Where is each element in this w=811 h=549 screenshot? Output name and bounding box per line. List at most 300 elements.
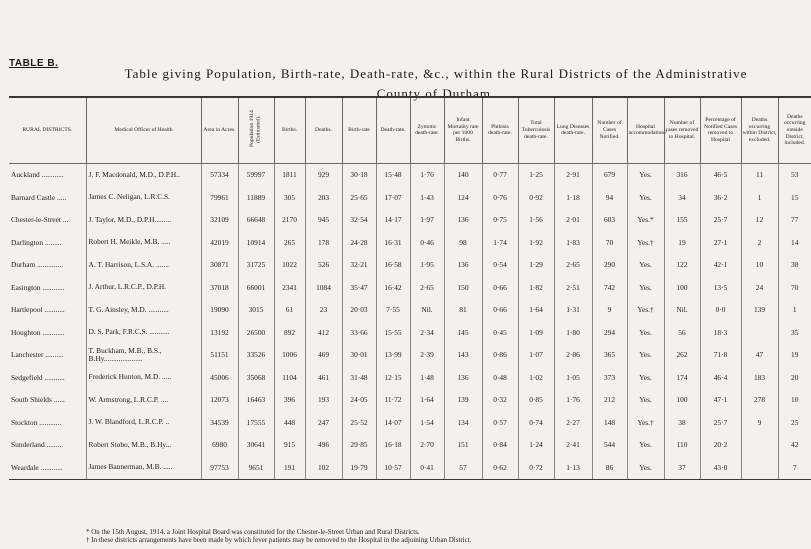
cell-lung: 2·91 [554,163,592,186]
cell-notified: 742 [592,276,627,299]
cell-deaths-outside: 42 [778,434,811,457]
cell-tuberculosis: 0·72 [518,456,554,479]
footnote-joint-hospital: * On the 15th August, 1914, a Joint Hospital Board was constituted for the Chester-le-Street Urban and Rural Districts. [86,528,420,536]
cell-phthisis: 0·76 [482,186,518,209]
cell-zymotic: 1·54 [410,411,444,434]
cell-phthisis: 0·48 [482,366,518,389]
cell-death-rate: 15·55 [376,321,410,344]
cell-death-rate: 16·31 [376,231,410,254]
cell-birth-rate: 31·48 [342,366,376,389]
cell-district: Easington ............ [11,282,65,292]
cell-notified: 365 [592,344,627,367]
col-header-percent: Percentage of Notified Cases removed to Hospital [700,97,741,163]
cell-deaths: 203 [305,186,342,209]
cell-death-rate: 16·18 [376,434,410,457]
cell-notified: 70 [592,231,627,254]
cell-phthisis: 0·84 [482,434,518,457]
cell-population: 3015 [238,299,274,322]
cell-removed: 174 [664,366,700,389]
cell-deaths-within: 2 [741,231,778,254]
cell-deaths: 23 [305,299,342,322]
cell-officer: J. Arthur, L.R.C.P., D.P.H. [86,276,201,299]
cell-deaths-outside: 15 [778,186,811,209]
cell-deaths-outside: 38 [778,254,811,277]
cell-tuberculosis: 1·07 [518,344,554,367]
cell-lung: 2·01 [554,209,592,232]
cell-officer: James Bannerman, M.B. ..... [86,456,201,479]
col-header-deaths: Deaths. [305,97,342,163]
cell-tuberculosis: 1·02 [518,366,554,389]
cell-hospital: Yes. [627,321,664,344]
cell-hospital: Yes. [627,366,664,389]
cell-births: 1104 [274,366,305,389]
cell-lung: 2·65 [554,254,592,277]
cell-zymotic: 1·48 [410,366,444,389]
cell-notified: 94 [592,186,627,209]
cell-infant: 124 [444,186,482,209]
cell-birth-rate: 20·03 [342,299,376,322]
cell-area: 57334 [201,163,238,186]
cell-deaths: 496 [305,434,342,457]
table-row [9,209,811,232]
cell-lung: 1·80 [554,321,592,344]
cell-tuberculosis: 0·92 [518,186,554,209]
cell-officer: W. Armstrong, L.R.C.P. .... [86,389,201,412]
cell-percent: 42·1 [700,254,741,277]
cell-deaths-within: 1 [741,186,778,209]
cell-population: 11889 [238,186,274,209]
cell-hospital: Yes. [627,389,664,412]
cell-notified: 290 [592,254,627,277]
table-label: TABLE B. [9,58,59,69]
col-header-removed: Number of cases removed to Hospital. [664,97,700,163]
cell-zymotic: 1·97 [410,209,444,232]
col-header-deaths-outside: Deaths occurring outside District, included. [778,97,811,163]
cell-lung: 1·76 [554,389,592,412]
cell-district: Stockton ............ [11,417,62,427]
cell-deaths-within: 12 [741,209,778,232]
table-title: Table giving Population, Birth-rate, Death-rate, &c., within the Rural Districts of the Administrative County of Durham. [124,66,748,101]
cell-deaths: 102 [305,456,342,479]
cell-zymotic: 2·39 [410,344,444,367]
cell-lung: 2·27 [554,411,592,434]
cell-notified: 212 [592,389,627,412]
cell-area: 19090 [201,299,238,322]
col-header-deaths-within: Deaths occurring within District, excluded. [741,97,778,163]
cell-area: 34539 [201,411,238,434]
cell-hospital: Yes. [627,456,664,479]
cell-district: Hartlepool ........... [11,305,65,315]
cell-district: Auckland ............ [11,170,64,180]
cell-percent: 71·8 [700,344,741,367]
cell-officer: A. T. Harrison, L.S.A. ....... [86,254,201,277]
cell-infant: 136 [444,366,482,389]
cell-zymotic: 1·95 [410,254,444,277]
cell-lung: 2·41 [554,434,592,457]
cell-tuberculosis: 1·24 [518,434,554,457]
cell-tuberculosis: 1·29 [518,254,554,277]
cell-officer: James C. Neligan, L.R.C.S. [86,186,201,209]
cell-deaths-outside: 14 [778,231,811,254]
cell-percent: 47·1 [700,389,741,412]
cell-officer: Robert Stobo, M.B., B.Hy... [86,434,201,457]
cell-deaths-within: 24 [741,276,778,299]
cell-infant: 143 [444,344,482,367]
table-body [9,163,811,479]
cell-births: 265 [274,231,305,254]
cell-percent: 46·4 [700,366,741,389]
col-header-birth-rate: Birth-rate [342,97,376,163]
cell-phthisis: 0·66 [482,299,518,322]
cell-births: 2341 [274,276,305,299]
cell-zymotic: 2·65 [410,276,444,299]
cell-births: 1811 [274,163,305,186]
cell-hospital: Yes. [627,254,664,277]
cell-phthisis: 0·62 [482,456,518,479]
cell-hospital: Yes. [627,344,664,367]
cell-percent: 36·2 [700,186,741,209]
cell-removed: 122 [664,254,700,277]
cell-death-rate: 12·15 [376,366,410,389]
cell-lung: 1·31 [554,299,592,322]
cell-removed: 155 [664,209,700,232]
cell-deaths-within: 139 [741,299,778,322]
cell-deaths-within: 47 [741,344,778,367]
col-header-area: Area in Acres. [201,97,238,163]
cell-phthisis: 0·86 [482,344,518,367]
cell-deaths-within: 183 [741,366,778,389]
cell-deaths: 526 [305,254,342,277]
cell-zymotic: 1·43 [410,186,444,209]
cell-lung: 1·13 [554,456,592,479]
cell-phthisis: 0·57 [482,411,518,434]
cell-birth-rate: 25·52 [342,411,376,434]
cell-phthisis: 0·54 [482,254,518,277]
cell-death-rate: 11·72 [376,389,410,412]
table-row [9,389,811,412]
col-header-population [238,97,274,163]
cell-zymotic: 1·64 [410,389,444,412]
col-header-tuberculosis: Total Tuberculosis death-rate. [518,97,554,163]
cell-deaths: 412 [305,321,342,344]
cell-tuberculosis: 1·64 [518,299,554,322]
cell-notified: 603 [592,209,627,232]
cell-infant: 150 [444,276,482,299]
cell-deaths: 945 [305,209,342,232]
cell-phthisis: 0·45 [482,321,518,344]
cell-district: Sunderland ......... [11,440,64,450]
cell-population: 10914 [238,231,274,254]
cell-birth-rate: 32·54 [342,209,376,232]
cell-district: Houghton ............ [11,327,65,337]
table-row [9,276,811,299]
cell-infant: 98 [444,231,482,254]
cell-births: 448 [274,411,305,434]
cell-deaths: 193 [305,389,342,412]
cell-district: Sedgefield ........... [11,372,65,382]
cell-removed: 37 [664,456,700,479]
cell-lung: 1·83 [554,231,592,254]
cell-infant: 57 [444,456,482,479]
col-header-births: Births. [274,97,305,163]
cell-infant: 136 [444,254,482,277]
table-row [9,344,811,367]
cell-infant: 145 [444,321,482,344]
cell-births: 1022 [274,254,305,277]
cell-births: 915 [274,434,305,457]
col-header-infant: Infant Mortality rate per 1000 Births. [444,97,482,163]
cell-removed: 110 [664,434,700,457]
cell-infant: 81 [444,299,482,322]
cell-hospital: Yes.† [627,231,664,254]
cell-area: 42019 [201,231,238,254]
cell-area: 30871 [201,254,238,277]
cell-births: 305 [274,186,305,209]
cell-lung: 2·51 [554,276,592,299]
cell-death-rate: 13·99 [376,344,410,367]
rural-districts-table [9,96,811,480]
cell-births: 2170 [274,209,305,232]
table-row [9,456,811,479]
cell-officer: D. S. Park, F.R.C.S. ........... [86,321,201,344]
cell-removed: Nil. [664,299,700,322]
cell-deaths-within: 278 [741,389,778,412]
cell-population: 17555 [238,411,274,434]
cell-percent: 13·5 [700,276,741,299]
cell-deaths: 929 [305,163,342,186]
cell-births: 396 [274,389,305,412]
cell-notified: 544 [592,434,627,457]
cell-district: Barnard Castle ..... [11,192,67,202]
cell-deaths: 1084 [305,276,342,299]
cell-area: 6980 [201,434,238,457]
cell-zymotic: Nil. [410,299,444,322]
cell-officer: J. W. Blandford, L.R.C.P. .. [86,411,201,434]
cell-area: 12073 [201,389,238,412]
cell-zymotic: 2·70 [410,434,444,457]
cell-phthisis: 0·32 [482,389,518,412]
cell-district: Chester-le-Street ... [11,215,69,225]
cell-district: South Shields ...... [11,395,65,405]
cell-percent: 27·1 [700,231,741,254]
cell-deaths-within [741,434,778,457]
cell-district: Weardale ............ [9,456,86,479]
cell-population: 9651 [238,456,274,479]
cell-removed: 34 [664,186,700,209]
cell-phthisis: 1·74 [482,231,518,254]
cell-births: 191 [274,456,305,479]
cell-population: 66648 [238,209,274,232]
cell-death-rate: 7·55 [376,299,410,322]
cell-tuberculosis: 0·85 [518,389,554,412]
cell-officer: T. Buckham, M.B., B.S., B.Hy..................... [86,344,201,367]
cell-percent: 0·0 [700,299,741,322]
cell-birth-rate: 30·18 [342,163,376,186]
cell-deaths: 247 [305,411,342,434]
cell-percent: 20·2 [700,434,741,457]
cell-death-rate: 16·58 [376,254,410,277]
cell-officer: J. F. Macdonald, M.D., D.P.H.. [86,163,201,186]
table-row [9,231,811,254]
cell-death-rate: 17·07 [376,186,410,209]
cell-zymotic: 2·34 [410,321,444,344]
cell-percent: 43·0 [700,456,741,479]
cell-area: 37018 [201,276,238,299]
col-header-district: RURAL DISTRICTS. [9,97,86,163]
cell-population: 16463 [238,389,274,412]
table-row [9,366,811,389]
footnote-fever-arrangements: † In these districts arrangements have been made by which fever patients may be removed to the Hospital in the adjoining Urban District. [86,536,472,544]
header-row [9,97,811,163]
cell-population: 59997 [238,163,274,186]
cell-tuberculosis: 1·82 [518,276,554,299]
col-header-lung: Lung Diseases death-rate. [554,97,592,163]
cell-removed: 262 [664,344,700,367]
col-header-officer: Medical Officer of Health [86,97,201,163]
cell-percent: 46·5 [700,163,741,186]
cell-birth-rate: 33·66 [342,321,376,344]
cell-district: Durham .............. [11,260,63,270]
footnotes [86,528,786,544]
cell-phthisis: 0·77 [482,163,518,186]
cell-area: 51151 [201,344,238,367]
cell-officer: Robert H. Meikle, M.B. ..... [86,231,201,254]
cell-removed: 316 [664,163,700,186]
cell-removed: 100 [664,276,700,299]
cell-deaths-outside: 19 [778,344,811,367]
cell-birth-rate: 24·05 [342,389,376,412]
cell-population: 26500 [238,321,274,344]
cell-phthisis: 0·75 [482,209,518,232]
cell-infant: 151 [444,434,482,457]
cell-population: 35068 [238,366,274,389]
cell-birth-rate: 19·79 [342,456,376,479]
cell-removed: 19 [664,231,700,254]
cell-removed: 100 [664,389,700,412]
cell-births: 892 [274,321,305,344]
cell-deaths-within [741,456,778,479]
cell-birth-rate: 24·28 [342,231,376,254]
cell-births: 1006 [274,344,305,367]
cell-infant: 140 [444,163,482,186]
cell-notified: 9 [592,299,627,322]
cell-notified: 148 [592,411,627,434]
cell-deaths-outside: 53 [778,163,811,186]
table-row [9,186,811,209]
cell-deaths: 469 [305,344,342,367]
cell-death-rate: 16·42 [376,276,410,299]
col-header-zymotic: Zymotic death-rate. [410,97,444,163]
cell-percent: 25·7 [700,411,741,434]
cell-zymotic: 0·46 [410,231,444,254]
cell-hospital: Yes. [627,186,664,209]
col-header-phthisis: Phthisis death-rate. [482,97,518,163]
cell-population: 30641 [238,434,274,457]
cell-hospital: Yes. [627,434,664,457]
table-row [9,411,811,434]
cell-death-rate: 14·07 [376,411,410,434]
cell-officer: Frederick Hunton, M.D. ..... [86,366,201,389]
cell-officer: J. Taylor, M.D., D.P.H......... [86,209,201,232]
cell-lung: 1·05 [554,366,592,389]
cell-birth-rate: 25·65 [342,186,376,209]
cell-area: 97753 [201,456,238,479]
cell-lung: 1·18 [554,186,592,209]
population-header-text: Population 1914 (Estimated). [249,110,262,148]
table-row [9,434,811,457]
cell-hospital: Yes. [627,276,664,299]
cell-deaths-outside: 25 [778,411,811,434]
cell-deaths-outside: 1 [778,299,811,322]
cell-infant: 134 [444,411,482,434]
cell-district: Darlington ......... [11,237,62,247]
cell-area: 32109 [201,209,238,232]
table-row [9,163,811,186]
cell-deaths-outside: 10 [778,389,811,412]
cell-hospital: Yes.* [627,209,664,232]
cell-officer: T. G. Ainsley, M.D. ........... [86,299,201,322]
col-header-death-rate: Death-rate. [376,97,410,163]
table-row [9,254,811,277]
cell-notified: 679 [592,163,627,186]
cell-population: 33526 [238,344,274,367]
cell-death-rate: 15·48 [376,163,410,186]
cell-death-rate: 10·57 [376,456,410,479]
cell-population: 66001 [238,276,274,299]
cell-deaths-within: 9 [741,411,778,434]
cell-notified: 294 [592,321,627,344]
cell-tuberculosis: 1·56 [518,209,554,232]
cell-births: 61 [274,299,305,322]
cell-area: 45006 [201,366,238,389]
table-row [9,321,811,344]
col-header-hospital: Hospital accommodation? [627,97,664,163]
cell-deaths: 461 [305,366,342,389]
cell-birth-rate: 32·21 [342,254,376,277]
cell-notified: 86 [592,456,627,479]
cell-tuberculosis: 1·92 [518,231,554,254]
cell-area: 13192 [201,321,238,344]
cell-percent: 18·3 [700,321,741,344]
cell-hospital: Yes. [627,163,664,186]
cell-deaths-within: 10 [741,254,778,277]
cell-deaths-outside: 77 [778,209,811,232]
cell-deaths-outside: 35 [778,321,811,344]
cell-tuberculosis: 0·74 [518,411,554,434]
cell-lung: 2·86 [554,344,592,367]
cell-zymotic: 1·76 [410,163,444,186]
cell-deaths-within: 11 [741,163,778,186]
cell-area: 79961 [201,186,238,209]
cell-zymotic: 0·41 [410,456,444,479]
col-header-notified: Number of Cases Notified. [592,97,627,163]
cell-birth-rate: 35·47 [342,276,376,299]
table-row [9,299,811,322]
cell-deaths-outside: 70 [778,276,811,299]
cell-population: 31725 [238,254,274,277]
cell-birth-rate: 29·85 [342,434,376,457]
cell-tuberculosis: 1·09 [518,321,554,344]
cell-birth-rate: 30·01 [342,344,376,367]
cell-hospital: Yes.† [627,299,664,322]
cell-deaths-outside: 7 [778,456,811,479]
cell-phthisis: 0·66 [482,276,518,299]
cell-removed: 38 [664,411,700,434]
cell-deaths-outside: 20 [778,366,811,389]
cell-infant: 139 [444,389,482,412]
cell-notified: 373 [592,366,627,389]
cell-hospital: Yes.† [627,411,664,434]
